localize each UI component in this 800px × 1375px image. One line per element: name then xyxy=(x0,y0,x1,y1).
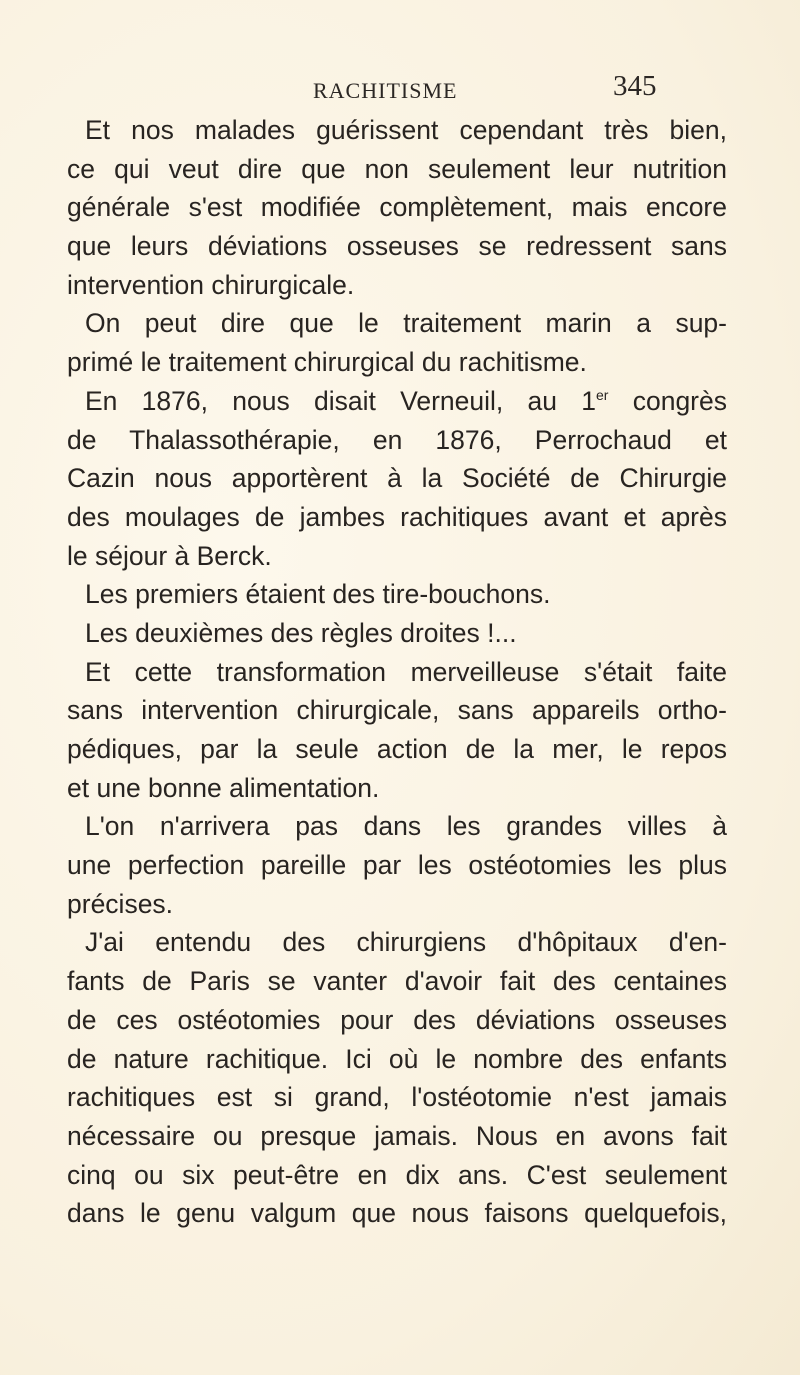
text-line: sans intervention chirurgicale, sans appareils ortho- xyxy=(67,695,727,726)
text-line: des moulages de jambes rachitiques avant et après xyxy=(67,501,727,532)
superscript: er xyxy=(596,386,609,403)
text-line: une perfection pareille par les ostéotomies les plus xyxy=(67,850,727,881)
text-line: ce qui veut dire que non seulement leur nutrition xyxy=(67,153,727,184)
text-line: de ces ostéotomies pour des déviations osseuses xyxy=(67,1004,727,1035)
text-line: Cazin nous apportèrent à la Société de Chirurgie xyxy=(67,463,727,494)
text-line: fants de Paris se vanter d'avoir fait des centaines xyxy=(67,966,727,997)
text-line: cinq ou six peut-être en dix ans. C'est seulement xyxy=(67,1159,727,1190)
text-line: Et cette transformation merveilleuse s'était faite xyxy=(85,656,727,687)
text-line: de Thalassothérapie, en 1876, Perrochaud et xyxy=(67,424,727,455)
text-line: de nature rachitique. Ici où le nombre des enfants xyxy=(67,1043,727,1074)
text-line: On peut dire que le traitement marin a sup- xyxy=(85,308,727,339)
text-line-with-superscript xyxy=(67,382,727,421)
text-fragment: En 1876, nous disait Verneuil, au 1 xyxy=(85,385,596,416)
text-line: Les premiers étaient des tire-bouchons. xyxy=(85,579,551,610)
page-number: 345 xyxy=(613,70,657,102)
text-line: Les deuxièmes des règles droites !... xyxy=(85,617,517,648)
text-line: J'ai entendu des chirurgiens d'hôpitaux d'en- xyxy=(85,927,727,958)
running-head xyxy=(0,70,800,110)
text-line: que leurs déviations osseuses se redressent sans xyxy=(67,231,727,262)
text-line: précises. xyxy=(67,888,174,919)
text-line: et une bonne alimentation. xyxy=(67,772,380,803)
text-line: le séjour à Berck. xyxy=(67,540,272,571)
text-line: intervention chirurgicale. xyxy=(67,269,355,300)
text-line: générale s'est modifiée complètement, mais encore xyxy=(67,192,727,223)
text-line: pédiques, par la seule action de la mer, le repos xyxy=(67,734,727,764)
body-text xyxy=(67,111,727,1233)
text-line: Et nos malades guérissent cependant très bien, xyxy=(85,115,727,145)
text-line: nécessaire ou presque jamais. Nous en avons fait xyxy=(67,1120,727,1151)
text-line: L'on n'arrivera pas dans les grandes villes à xyxy=(85,811,727,842)
running-title: RACHITISME xyxy=(313,78,458,103)
text-line: primé le traitement chirurgical du rachitisme. xyxy=(67,347,587,378)
text-fragment: congrès xyxy=(608,385,727,416)
text-line: dans le genu valgum que nous faisons quelquefois, xyxy=(67,1198,727,1229)
text-line: rachitiques est si grand, l'ostéotomie n'est jamais xyxy=(67,1082,727,1113)
